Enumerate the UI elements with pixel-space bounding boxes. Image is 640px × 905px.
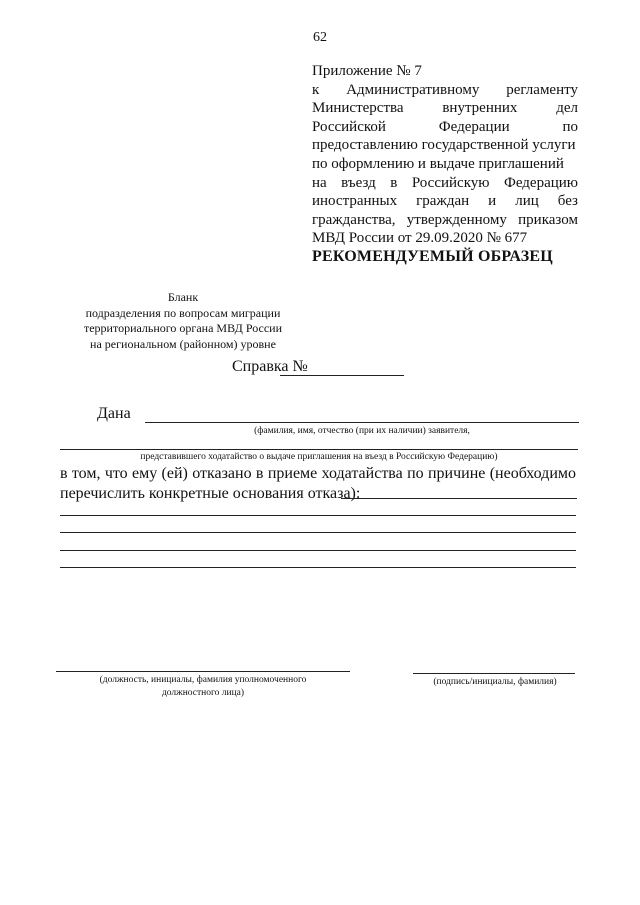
official-caption [56, 674, 350, 700]
appendix-word: предоставлению государственной услуги [312, 137, 576, 154]
appendix-word: на [312, 174, 327, 191]
applicant-caption: (фамилия, имя, отчество (при их наличии) заявителя, [254, 426, 470, 436]
petition-field[interactable] [60, 449, 578, 450]
appendix-word: внутренних [442, 100, 518, 117]
blank-line: на региональном (районном) уровне [90, 336, 276, 351]
appendix-word: иностранных [312, 193, 398, 210]
blank-letterhead [58, 290, 308, 352]
official-caption-line-1: (должность, инициалы, фамилия уполномоченного [99, 675, 307, 685]
appendix-word: дел [556, 100, 578, 117]
signature-field[interactable] [413, 673, 575, 674]
appendix-line [312, 81, 578, 100]
appendix-word: Федерацию [503, 174, 578, 191]
appendix-word: по [562, 118, 578, 135]
sample-title: РЕКОМЕНДУЕМЫЙ ОБРАЗЕЦ [312, 248, 553, 265]
given-label: Дана [97, 405, 131, 422]
appendix-word: к [312, 81, 320, 98]
appendix-word: гражданства, [312, 211, 396, 228]
reason-field-line[interactable] [60, 532, 576, 533]
petition-caption: представившего ходатайство о выдаче приглашения на въезд в Российскую Федерацию) [140, 452, 498, 462]
blank-line: Бланк [167, 290, 199, 304]
appendix-line [312, 99, 578, 118]
signature-caption: (подпись/инициалы, фамилия) [433, 677, 557, 687]
reason-field-line[interactable] [60, 515, 576, 516]
appendix-word: въезд [341, 174, 376, 191]
reason-line-2: перечислить конкретные основания отказа): [60, 484, 361, 502]
appendix-word: Административному [346, 81, 480, 98]
reason-field-line[interactable] [60, 550, 576, 551]
certificate-label: Справка № [232, 358, 308, 375]
appendix-word: и [488, 193, 497, 210]
appendix-word: без [557, 193, 578, 210]
official-caption-line-2: должностного лица) [161, 688, 245, 698]
appendix-line [312, 155, 578, 174]
appendix-word: Российскую [411, 174, 490, 191]
appendix-line [312, 229, 578, 248]
certificate-number-field[interactable] [280, 375, 404, 376]
appendix-line [312, 136, 578, 155]
appendix-line [312, 192, 578, 211]
reason-field-line[interactable] [60, 567, 576, 568]
appendix-line [312, 211, 578, 230]
appendix-word: Федерации [438, 118, 510, 135]
appendix-word: приказом [518, 211, 578, 228]
appendix-word: Российской [312, 118, 386, 135]
appendix-header [312, 62, 578, 248]
blank-line: подразделения по вопросам миграции [85, 305, 281, 320]
reason-line-1: в том, что ему (ей) отказано в приеме ходатайства по причине (необходимо [60, 465, 576, 482]
page-number: 62 [313, 30, 327, 45]
appendix-line [312, 118, 578, 137]
reason-field-line[interactable] [341, 498, 577, 499]
appendix-word: в [390, 174, 398, 191]
appendix-lines [312, 81, 578, 248]
appendix-title: Приложение № 7 [312, 63, 422, 79]
appendix-word: утвержденному [406, 211, 507, 228]
appendix-word: МВД России от 29.09.2020 № 677 [312, 230, 528, 247]
appendix-word: лиц [515, 193, 539, 210]
appendix-line [312, 174, 578, 193]
applicant-name-field[interactable] [145, 422, 579, 423]
appendix-word: регламенту [506, 81, 578, 98]
appendix-word: граждан [416, 193, 470, 210]
blank-line: территориального органа МВД России [83, 321, 282, 335]
official-name-field[interactable] [56, 671, 350, 672]
appendix-word: по оформлению и выдаче приглашений [312, 155, 564, 172]
appendix-word: Министерства [312, 100, 404, 117]
